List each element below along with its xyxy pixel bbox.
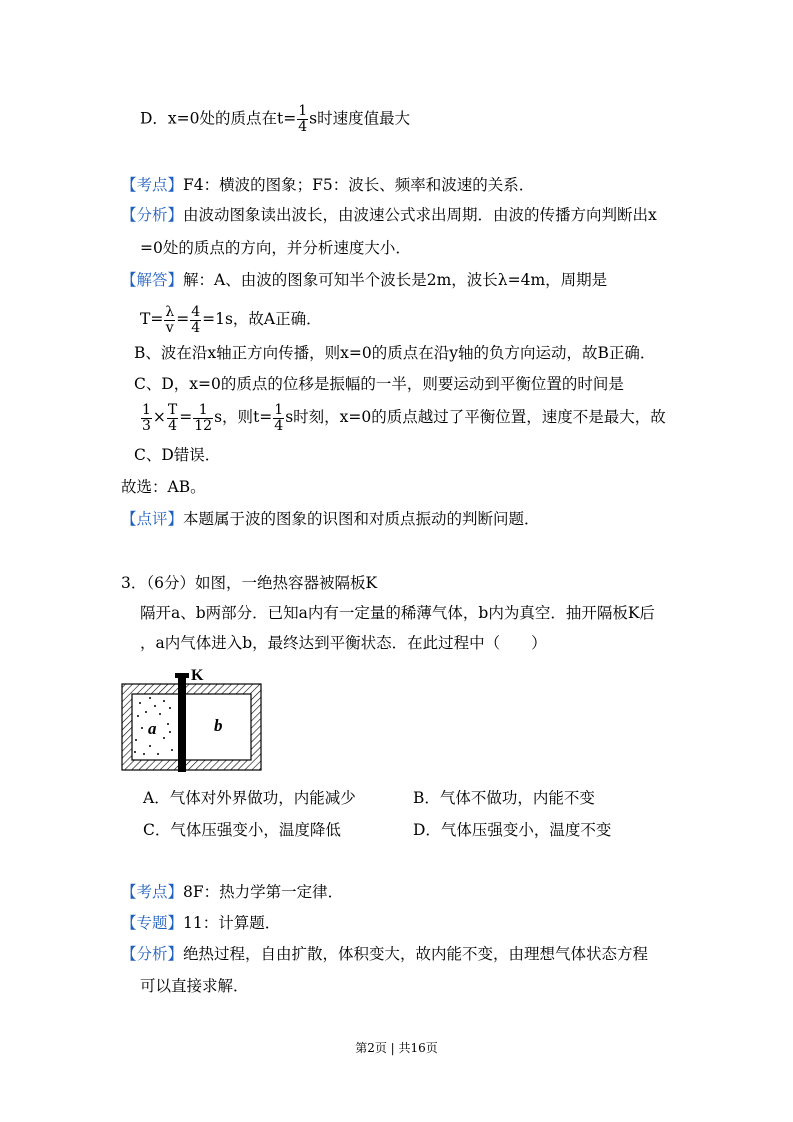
fraction: $\frac{T}{4}$ [167,401,178,434]
dianping-line: 【点评】本题属于波的图象的识图和对质点振动的判断问题． [121,510,540,528]
fraction: $\frac{4}{4}$ [191,303,201,336]
q3-option-b: B．气体不做功，内能不变 [413,789,595,807]
container-figure [120,668,265,778]
fenxi-tag: 【分析】 [121,206,184,224]
jieda-line-1: 【解答】解：A、由波的图象可知半个波长是2m，波长λ=4m，周期是 [121,271,608,289]
cd-wrong: C、D错误． [134,446,221,464]
option-d: D．x=0处的质点在t= $\frac{1}{4}$ s时速度值最大 [140,103,411,135]
kaodian-line: 【考点】F4：横波的图象；F5：波长、频率和波速的关系． [121,176,535,194]
line-cd: C、D，x=0的质点的位移是振幅的一半，则要运动到平衡位置的时间是 [134,375,624,393]
adiabatic-container-diagram [120,668,265,774]
q3-stem-1: 3．（6分）如图，一绝热容器被隔板K [121,574,378,592]
q3-option-c: C．气体压强变小，温度降低 [143,821,341,839]
line-b: B、波在沿x轴正方向传播，则x=0的质点在沿y轴的负方向运动，故B正确． [134,344,656,362]
kaodian-tag: 【考点】 [121,883,184,901]
partition-k [178,674,186,772]
zhuanti-tag: 【专题】 [121,914,184,932]
fenxi-line-1: 【分析】由波动图象读出波长，由波速公式求出周期．由波的传播方向判断出x [121,206,657,224]
q3-stem-2: 隔开a、b两部分．已知a内有一定量的稀薄气体，b内为真空．抽开隔板K后 [140,604,655,622]
period-formula: T= $\frac{\lambda}{v}$ = $\frac{4}{4}$ =1s，故A正确． [140,303,322,336]
q3-fenxi-line-1: 【分析】绝热过程，自由扩散，体积变大，故内能不变，由理想气体状态方程 [121,945,649,963]
q3-kaodian-line: 【考点】8F：热力学第一定律． [121,883,344,901]
partition-handle [175,673,189,678]
label-b: b [214,716,223,735]
fraction: $\frac{\lambda}{v}$ [165,303,175,336]
fraction: $\frac{1}{3}$ [142,401,151,434]
dianping-tag: 【点评】 [121,510,184,528]
kaodian-tag: 【考点】 [121,176,184,194]
answer-line: 故选：AB。 [121,478,206,496]
page-footer: 第2页 | 共16页 [355,1041,438,1055]
fenxi-tag: 【分析】 [121,945,184,963]
time-formula: $\frac{1}{3}$ × $\frac{T}{4}$ = $\frac{1}{12}$ s，则t= $\frac{1}{4}$ s时刻，x=0的质点越过了平衡位置，速度不是最大，故 [142,401,666,434]
label-k: K [191,668,204,684]
fraction: $\frac{1}{4}$ [298,103,308,135]
q3-option-d: D．气体压强变小，温度不变 [413,821,612,839]
q3-fenxi-line-2: 可以直接求解． [140,977,249,995]
q3-zhuanti-line: 【专题】11：计算题． [121,914,281,932]
label-a: a [148,719,157,738]
jieda-tag: 【解答】 [121,271,184,289]
fraction: $\frac{1}{12}$ [194,401,213,434]
fenxi-line-2: =0处的质点的方向，并分析速度大小． [140,239,411,257]
q3-option-a: A．气体对外界做功，内能减少 [143,789,356,807]
fraction: $\frac{1}{4}$ [274,401,284,434]
q3-stem-3: ，a内气体进入b，最终达到平衡状态．在此过程中（ ） [140,634,547,652]
